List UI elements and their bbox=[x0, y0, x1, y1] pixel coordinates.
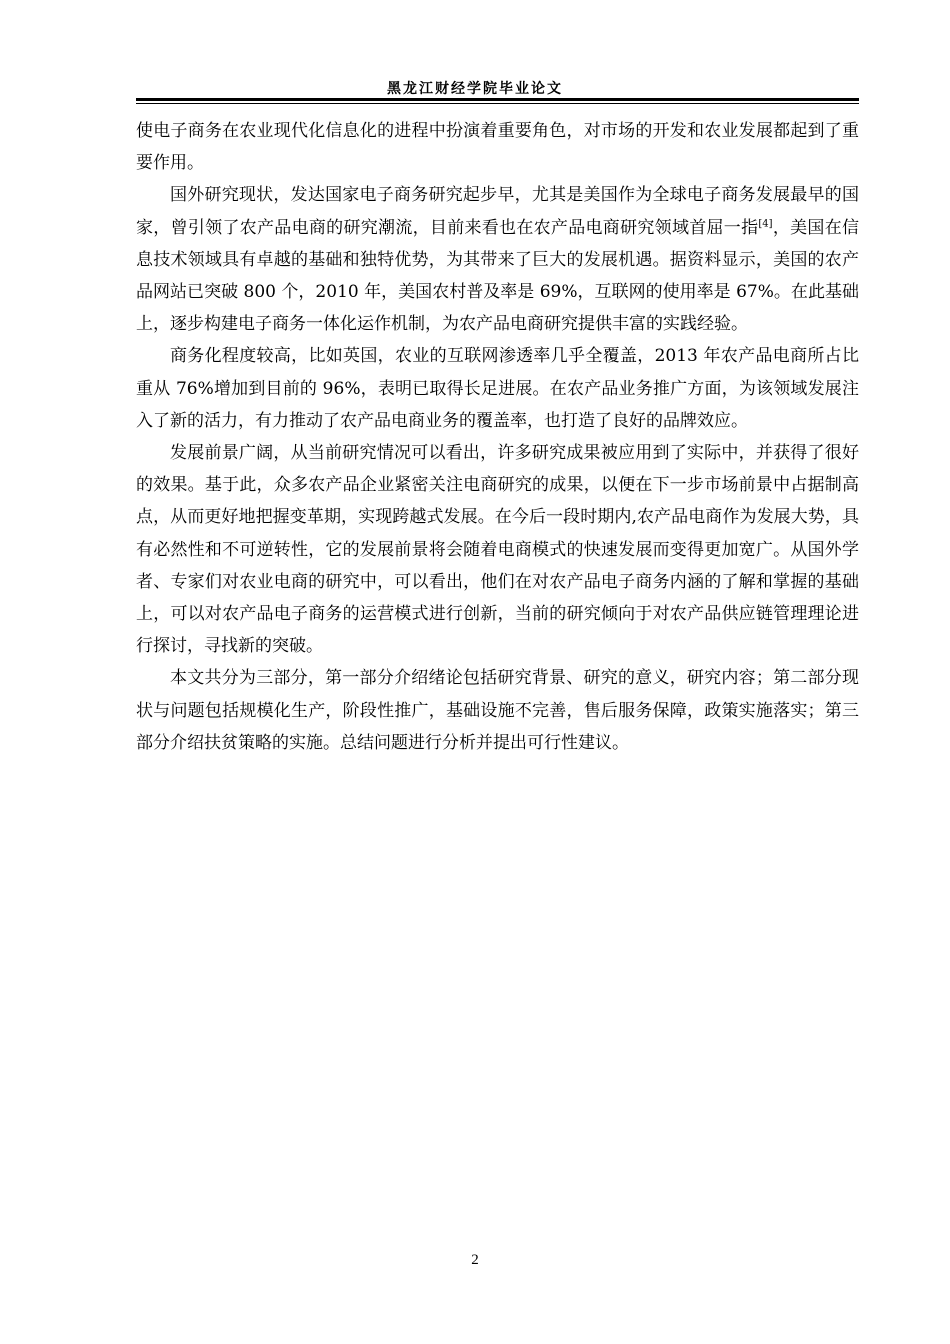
citation-marker: [4] bbox=[758, 217, 773, 229]
paragraph-2-part-2: ，美国在信息技术领域具有卓越的基础和独特优势，为其带来了巨大的发展机遇。据资料显示，美国的农产品网站已突破 800 个，2010 年，美国农村普及率是 69%，互联网的使用率是 67%。在此基础上，逐步构建电子商务一体化运作机制，为农产品电商研究提供丰富的实践经验。 bbox=[136, 217, 860, 335]
paragraph-5: 本文共分为三部分，第一部分介绍绪论包括研究背景、研究的意义，研究内容；第二部分现状与问题包括规模化生产，阶段性推广，基础设施不完善，售后服务保障，政策实施落实；第三部分介绍扶贫策略的实施。总结问题进行分析并提出可行性建议。 bbox=[136, 668, 859, 753]
page-header-title: 黑龙江财经学院毕业论文 bbox=[387, 81, 563, 97]
page-number: 2 bbox=[471, 1252, 479, 1268]
paragraph-3: 商务化程度较高，比如英国，农业的互联网渗透率几乎全覆盖，2013 年农产品电商所占比重从 76%增加到目前的 96%，表明已取得长足进展。在农产品业务推广方面，为该领域发展注入了新的活力，有力推动了农产品电商业务的覆盖率，也打造了良好的品牌效应。 bbox=[136, 346, 859, 431]
paragraph-4: 发展前景广阔，从当前研究情况可以看出，许多研究成果被应用到了实际中，并获得了很好的效果。基于此，众多农产品企业紧密关注电商研究的成果，以便在下一步市场前景中占据制高点，从而更好地把握变革期，实现跨越式发展。在今后一段时期内,农产品电商作为发展大势，具有必然性和不可逆转性，它的发展前景将会随着电商模式的快速发展而变得更加宽广。从国外学者、专家们对农业电商的研究中，可以看出，他们在对农产品电子商务内涵的了解和掌握的基础上，可以对农产品电子商务的运营模式进行创新，当前的研究倾向于对农产品供应链管理理论进行探讨，寻找新的突破。 bbox=[136, 443, 859, 657]
paragraph-2-part-1: 国外研究现状，发达国家电子商务研究起步早，尤其是美国作为全球电子商务发展最早的国家，曾引领了农产品电商的研究潮流，目前来看也在农产品电商研究领域首屈一指 bbox=[136, 185, 859, 238]
paragraph-2 bbox=[136, 179, 859, 340]
paragraph-1: 使电子商务在农业现代化信息化的进程中扮演着重要角色，对市场的开发和农业发展都起到了重要作用。 bbox=[136, 121, 859, 174]
body-text bbox=[136, 115, 859, 759]
header-rule-thick bbox=[136, 98, 859, 101]
header-rule-thin bbox=[136, 103, 859, 104]
